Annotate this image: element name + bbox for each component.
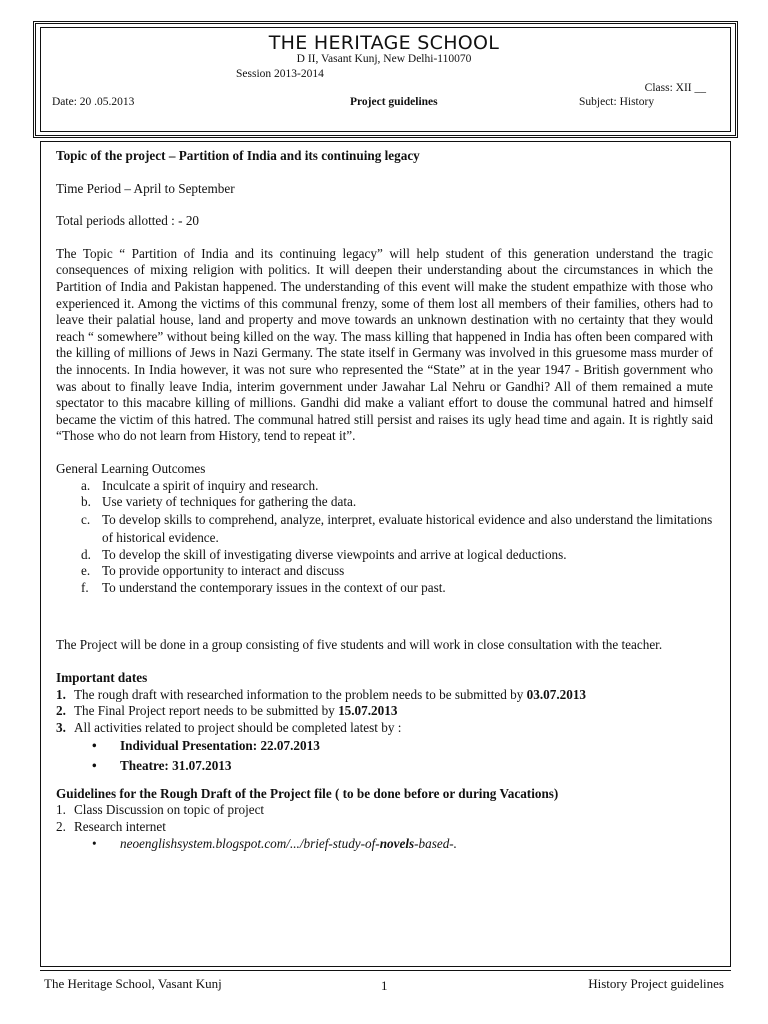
group-paragraph: The Project will be done in a group consisting of five students and will work in close consultation with the teacher. [56,637,663,653]
rough-item: 1. Class Discussion on topic of project [56,802,265,818]
list-item: d. To develop the skill of investigating diverse viewpoints and arrive at logical deductions. [81,546,567,562]
footer-doc-name: History Project guidelines [588,976,724,991]
page-number: 1 [381,978,388,993]
reference-link[interactable]: • neoenglishsystem.blogspot.com/.../brief-study-of-novels-based-. [56,836,713,853]
list-item: a. Inculcate a spirit of inquiry and research. [81,477,319,493]
footer-school: The Heritage School, Vasant Kunj [44,976,222,991]
important-dates-heading: Important dates [56,670,148,686]
outcomes-list [56,478,713,597]
document-title: Project guidelines [350,96,438,108]
school-address: D II, Vasant Kunj, New Delhi-110070 [296,53,472,65]
rough-item: 2. Research internet [56,818,166,834]
list-item: f. To understand the contemporary issues in the context of our past. [81,579,446,595]
project-topic: Topic of the project – Partition of India and its continuing legacy [56,148,420,163]
intro-paragraph: The Topic “ Partition of India and its continuing legacy” will help student of this generation understand the tragic consequences of mixing religion with politics. It will deepen their understanding about the circumstances in which the Partition of India and Pakistan happened. The understanding of this event will make the student empathize with those who experienced it. Among the victims of this communal frenzy, some of them lost all members of their families, others had to leave their palatial house, land and property and move towards an unknown destination with no certainty that they would reach “ somewhere” without being killed on the way. The mass killing that happened in India has often been compared with the killing of millions of Jews in Nazi Germany. The state itself in Germany was involved in this gruesome mass murder of the innocents. In India however, it was not sure who represented the “State” at in the year 1947 - British government who was about to finally leave India, interim government under Jawahar Lal Nehru or Gandhi? All of them remained a mute spectator to this macabre killing of millions. Gandhi did make a valiant effort to douse the communal hatred and himself became the victim of this hatred. The communal hatred still persist and raises its ugly head time and again. It is rightly said “Those who do not learn from History, tend to repeat it”. [56,245,713,444]
list-item: e. To provide opportunity to interact and discuss [81,563,345,579]
date-item: 1. The rough draft with researched information to the problem needs to be submitted by 03.07.2013 [56,686,586,702]
school-name: THE HERITAGE SCHOOL [268,32,500,54]
list-item: c. To develop skills to comprehend, analyze, interpret, evaluate historical evidence and also understand the limitations of historical evidence. [81,511,713,545]
session-label: Session 2013-2014 [236,68,324,80]
total-periods: Total periods allotted : - 20 [56,213,200,229]
document-body [56,148,713,853]
event-list [56,738,713,774]
subject-label: Subject: History [579,96,655,108]
footer-divider [40,970,731,971]
list-item: • Individual Presentation: 22.07.2013 [56,738,713,755]
rough-draft-heading: Guidelines for the Rough Draft of the Project file ( to be done before or during Vacations) [56,785,559,801]
list-item: b. Use variety of techniques for gathering the data. [81,494,357,510]
outcomes-heading: General Learning Outcomes [56,460,206,476]
date-item: 2. The Final Project report needs to be submitted by 15.07.2013 [56,703,398,719]
time-period: Time Period – April to September [56,180,235,196]
list-item: • Theatre: 31.07.2013 [56,758,713,775]
class-label: Class: XII __ [644,82,706,94]
date-item: 3. All activities related to project should be completed latest by : [56,719,402,735]
date-label: Date: 20 .05.2013 [52,96,135,108]
